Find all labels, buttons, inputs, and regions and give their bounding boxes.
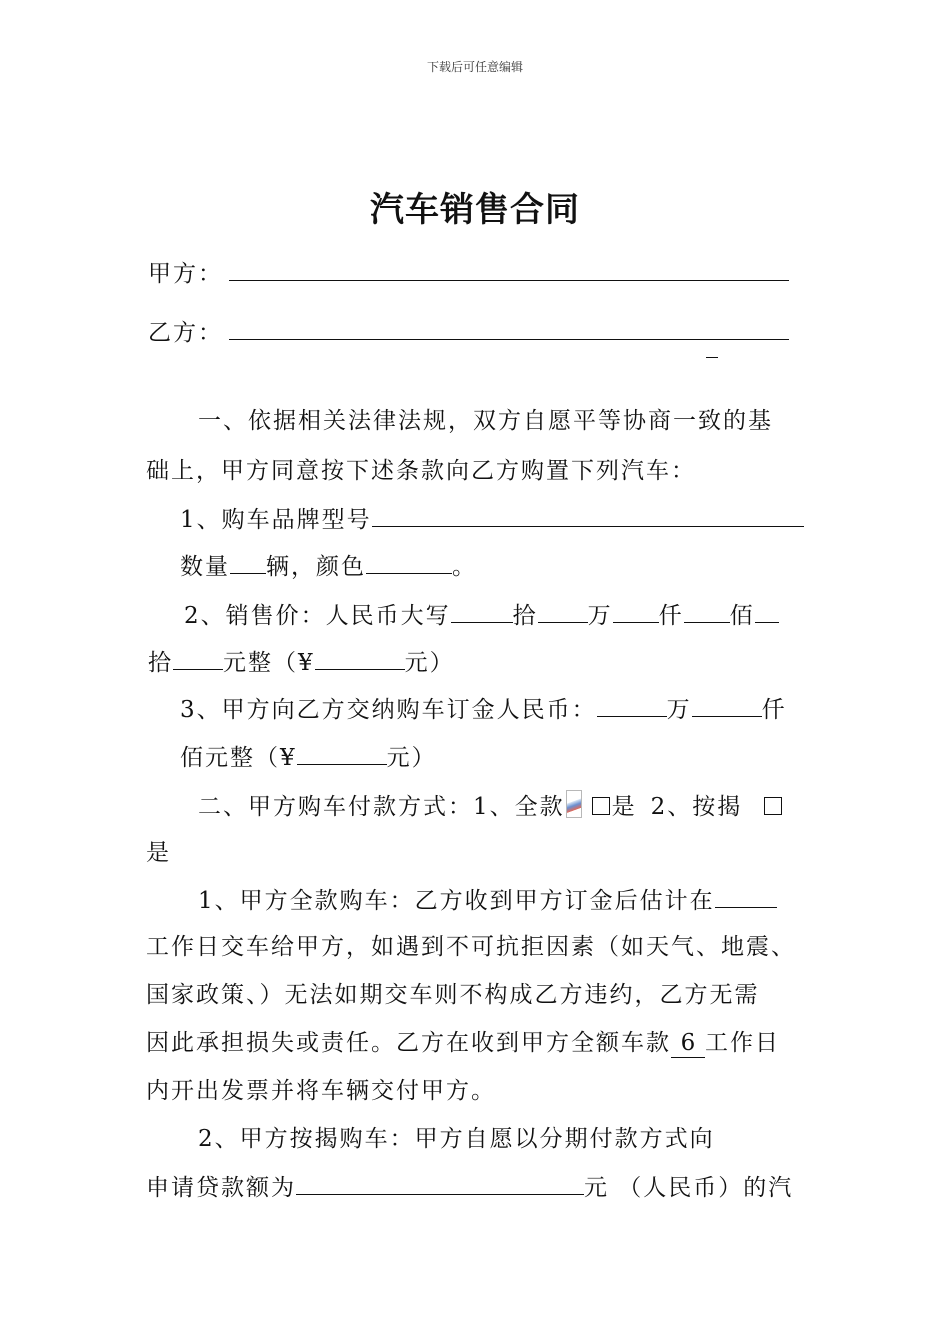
item2-text: 2、销售价：人民币大写 xyxy=(184,603,451,629)
delivery-days-blank xyxy=(715,885,777,908)
party-b-label: 乙方： xyxy=(148,320,223,346)
deposit-wan-blank xyxy=(597,694,667,717)
deposit-unit-wan: 万 xyxy=(666,697,692,723)
item2-line1 xyxy=(184,600,779,631)
price-yuan-close: 元） xyxy=(404,650,455,676)
para1-line5: 内开出发票并将车辆交付甲方。 xyxy=(146,1078,496,1104)
unit-bai: 佰 xyxy=(729,603,755,629)
header-note: 下载后可任意编辑 xyxy=(426,60,523,74)
para2-line2 xyxy=(146,1172,793,1203)
loan-amount-blank xyxy=(296,1172,584,1195)
party-b-blank xyxy=(229,317,789,340)
para1-line1-text: 1、甲方全款购车：乙方收到甲方订金后估计在 xyxy=(198,888,715,914)
full-payment-checkbox[interactable] xyxy=(592,797,610,815)
item1-line2 xyxy=(180,551,477,582)
para1-line3: 国家政策、）无法如期交车则不构成乙方违约，乙方无需 xyxy=(146,982,760,1008)
mortgage-option-label: 2、按揭 xyxy=(650,794,743,820)
clause1-line2: 础上，甲方同意按下述条款向乙方购置下列汽车： xyxy=(146,458,696,484)
color-blank xyxy=(366,551,452,574)
para1-line4-suffix: 工作日 xyxy=(705,1030,780,1056)
stray-dash xyxy=(706,357,718,358)
item1-end: 。 xyxy=(452,554,477,580)
price-bai-blank xyxy=(684,600,730,623)
para1-line4 xyxy=(146,1028,780,1058)
price-yuan-label: 元整（¥ xyxy=(223,650,315,676)
para1-line4-text: 因此承担损失或责任。乙方在收到甲方全额车款 xyxy=(146,1030,671,1056)
para2-line2-text: 申请贷款额为 xyxy=(146,1175,296,1201)
party-a-label: 甲方： xyxy=(148,261,223,287)
item3-line2 xyxy=(180,742,437,773)
para1-line2: 工作日交车给甲方，如遇到不可抗拒因素（如天气、地震、 xyxy=(146,934,796,960)
clause2-line2: 是 xyxy=(146,840,171,866)
unit-shi-2: 拾 xyxy=(148,650,173,676)
item3-text: 3、甲方向乙方交纳购车订金人民币： xyxy=(180,697,597,723)
price-yuan-blank xyxy=(173,647,223,670)
qty-unit: 辆，颜色 xyxy=(266,554,366,580)
para2-line2-suffix: 元 （人民币）的汽 xyxy=(584,1175,794,1201)
invoice-days-value: 6 xyxy=(671,1029,705,1058)
mortgage-checkbox[interactable] xyxy=(764,797,782,815)
price-numeric-blank xyxy=(315,647,405,670)
clause2-text: 二、甲方购车付款方式：1、全款 xyxy=(198,794,565,820)
broken-image-icon xyxy=(566,790,582,818)
qty-label: 数量 xyxy=(180,554,230,580)
price-wan-blank xyxy=(538,600,588,623)
deposit-numeric-blank xyxy=(297,742,387,765)
deposit-yuan-close: 元） xyxy=(386,745,437,771)
item1-line1 xyxy=(180,504,804,535)
price-shi-blank xyxy=(755,600,779,623)
item2-line2 xyxy=(148,647,455,678)
item3-line1 xyxy=(180,694,787,725)
deposit-yuan-label: 佰元整（¥ xyxy=(180,745,297,771)
unit-qian: 仟 xyxy=(658,603,684,629)
price-qian-blank xyxy=(613,600,659,623)
full-payment-yes: 是 xyxy=(611,794,637,820)
para2-line1: 2、甲方按揭购车：甲方自愿以分期付款方式向 xyxy=(198,1126,715,1152)
brand-model-blank xyxy=(372,504,804,527)
unit-shi: 拾 xyxy=(512,603,538,629)
deposit-unit-qian: 仟 xyxy=(761,697,787,723)
item1-text: 1、购车品牌型号 xyxy=(180,507,372,533)
page-title: 汽车销售合同 xyxy=(370,190,580,230)
deposit-qian-blank xyxy=(692,694,762,717)
party-b-line xyxy=(148,317,789,348)
unit-wan: 万 xyxy=(587,603,613,629)
para1-line1 xyxy=(198,885,777,916)
clause2-line1 xyxy=(198,790,784,822)
price-shiwan-blank xyxy=(451,600,513,623)
qty-blank xyxy=(230,551,266,574)
party-a-line xyxy=(148,258,789,289)
clause1-line1: 一、依据相关法律法规，双方自愿平等协商一致的基 xyxy=(198,408,773,434)
party-a-blank xyxy=(229,258,789,281)
